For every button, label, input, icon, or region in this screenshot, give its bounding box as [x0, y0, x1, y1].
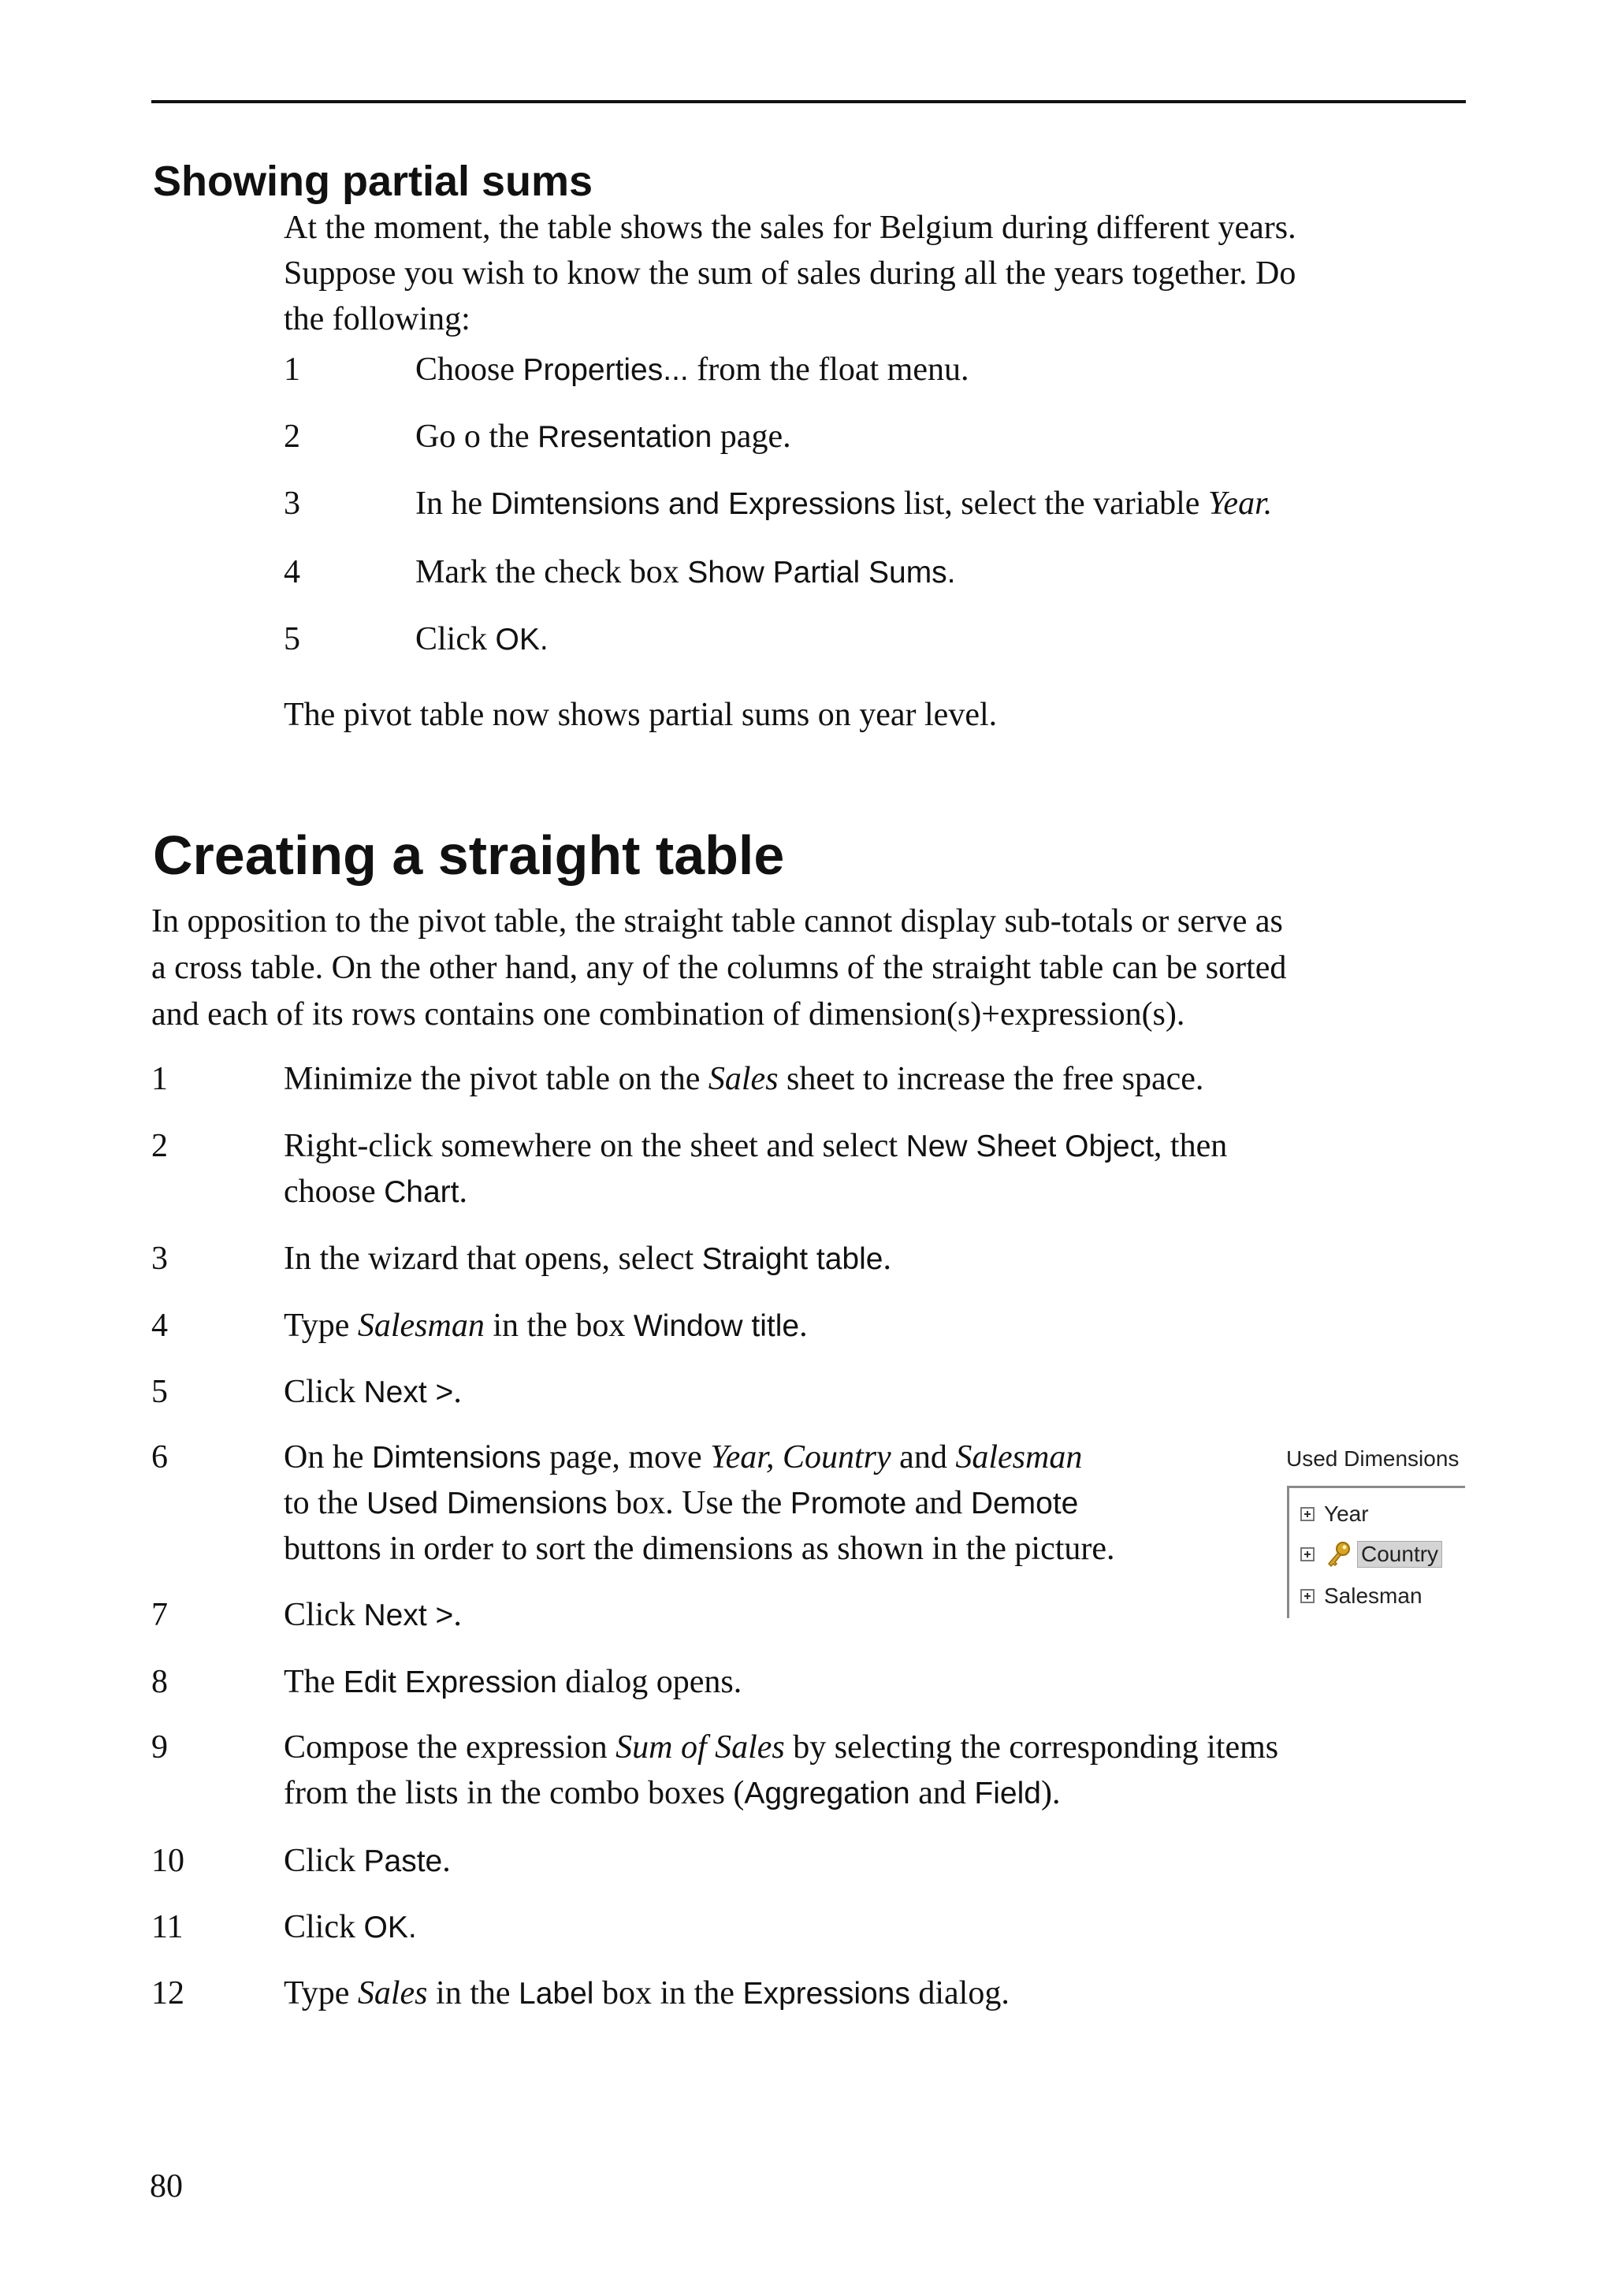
step-line [284, 1123, 1227, 1170]
step-text: Mark the check box [415, 554, 688, 590]
step-text: and [891, 1439, 956, 1475]
step-text: ). [1040, 1775, 1061, 1811]
ui-term: Field [974, 1777, 1041, 1810]
step-text: sheet to increase the free space. [778, 1061, 1204, 1097]
step-text: dialog. [909, 1975, 1010, 2011]
step-line [284, 1725, 1278, 1770]
ui-term: Dimtensions [371, 1441, 541, 1475]
step-text: Go o the [415, 419, 538, 455]
step-text: Type [284, 1308, 358, 1344]
used-dimension-label: Country [1357, 1541, 1442, 1568]
ui-term: Window title [633, 1309, 800, 1343]
step-number: 4 [151, 1308, 168, 1344]
step-text: The [284, 1664, 344, 1700]
step-text: . [453, 1374, 462, 1410]
step-line [284, 1056, 1203, 1102]
used-dimension-year[interactable] [1300, 1498, 1369, 1530]
step-text: Compose the expression [284, 1729, 616, 1766]
step-text: and [909, 1775, 975, 1811]
ui-term: Used Dimensions [366, 1487, 608, 1520]
step-text: On he [284, 1439, 372, 1475]
emphasis-text: Sales [357, 1975, 428, 2011]
step-text: Right-click somewhere on the sheet and select [284, 1128, 906, 1164]
step-number: 11 [151, 1909, 184, 1945]
step-text: box. Use the [607, 1485, 790, 1521]
used-dimensions-title: Used Dimensions [1286, 1446, 1460, 1471]
section-heading-partial-sums: Showing partial sums [153, 158, 593, 205]
step-number: 5 [284, 621, 300, 657]
ui-term: Aggregation [744, 1777, 910, 1810]
step-line [284, 1592, 462, 1639]
emphasis-text: Sum of Sales [615, 1729, 785, 1766]
step-text: Click [284, 1843, 364, 1879]
used-dimensions-list [1287, 1486, 1465, 1618]
intro-line-2: Suppose you wish to know the sum of sales during all the years together. Do [284, 255, 1296, 292]
step-text: and [906, 1485, 971, 1521]
step-text: page, move [541, 1439, 711, 1475]
ui-term: Dimtensions and Expressions [490, 487, 896, 521]
step-line [284, 1303, 808, 1349]
partial-sums-outro: The pivot table now shows partial sums on year level. [284, 697, 998, 733]
ui-term: Promote [790, 1487, 907, 1520]
step-text: page. [712, 419, 791, 455]
used-dimension-label: Year [1324, 1502, 1369, 1526]
step-text: In the wizard that opens, select [284, 1241, 702, 1277]
emphasis-text: Year. [1207, 486, 1273, 522]
step-text: Click [284, 1909, 364, 1945]
straight-intro-line-1: In opposition to the pivot table, the straight table cannot display sub-totals or serve as [151, 903, 1283, 940]
ui-term: Next > [363, 1375, 454, 1409]
step-number: 10 [151, 1843, 184, 1879]
ui-term: OK. [363, 1911, 417, 1944]
step-line [284, 1236, 891, 1282]
step-text: Choose [415, 352, 523, 388]
step-text: choose [284, 1174, 385, 1210]
step-text: . [442, 1843, 451, 1879]
step-number: 1 [284, 352, 300, 388]
header-rule [151, 100, 1466, 103]
step-line [284, 1369, 462, 1416]
ui-term: Rresentation [537, 420, 712, 454]
ui-term: OK. [495, 623, 549, 657]
ui-term: Straight table [701, 1242, 883, 1276]
step-number: 12 [151, 1975, 184, 2011]
step-number: 4 [284, 554, 300, 590]
step-number: 7 [151, 1597, 168, 1633]
used-dimension-label: Salesman [1324, 1583, 1422, 1608]
emphasis-text: Sales [708, 1061, 779, 1097]
ui-term: Show Partial Sums. [687, 556, 956, 590]
ui-term: Label [519, 1977, 594, 2011]
step-body [415, 481, 1272, 527]
step-text: by selecting the corresponding items [784, 1729, 1279, 1766]
expand-plus-icon[interactable] [1300, 1589, 1315, 1603]
intro-line-3: the following: [284, 301, 470, 337]
step-number: 8 [151, 1664, 168, 1700]
step-number: 6 [151, 1439, 168, 1475]
ui-term: Next > [363, 1598, 454, 1632]
step-line [284, 1435, 1082, 1481]
step-line [284, 1838, 451, 1885]
step-text: Click [284, 1597, 364, 1633]
expand-plus-icon[interactable] [1300, 1547, 1315, 1561]
ui-term: Paste [363, 1844, 443, 1878]
step-line [284, 1770, 1060, 1817]
step-text: in the [427, 1975, 519, 2011]
section-heading-straight-table: Creating a straight table [153, 824, 785, 886]
step-body [415, 549, 956, 596]
step-text: Type [284, 1975, 358, 2011]
step-text: , then [1153, 1128, 1228, 1164]
step-body [415, 414, 791, 460]
step-text: from the lists in the combo boxes ( [284, 1775, 745, 1811]
step-text: In he [415, 486, 491, 522]
step-text: . [799, 1308, 808, 1344]
step-number: 9 [151, 1729, 168, 1766]
step-text: from the float menu. [688, 352, 969, 388]
step-number: 1 [151, 1061, 168, 1097]
straight-intro-line-3: and each of its rows contains one combination of dimension(s)+expression(s). [151, 996, 1185, 1033]
ui-term: Expressions [742, 1977, 910, 2011]
emphasis-text: Year, Country [710, 1439, 891, 1475]
step-text: Click [415, 621, 496, 657]
step-line [284, 1169, 467, 1215]
page-number: 80 [150, 2168, 183, 2205]
step-text: list, select the variable [895, 486, 1208, 522]
intro-line-1: At the moment, the table shows the sales for Belgium during different years. [284, 210, 1296, 246]
step-text: box in the [593, 1975, 743, 2011]
step-number: 3 [151, 1241, 168, 1277]
step-line [284, 1480, 1078, 1527]
step-number: 2 [151, 1128, 168, 1164]
step-line [284, 1970, 1010, 2017]
step-text: in the box [484, 1308, 634, 1344]
step-line [284, 1526, 1115, 1572]
ui-term: New Sheet Object [906, 1129, 1154, 1163]
emphasis-text: Salesman [955, 1439, 1083, 1475]
emphasis-text: Salesman [357, 1308, 485, 1344]
step-line [284, 1904, 417, 1951]
straight-intro-line-2: a cross table. On the other hand, any of the columns of the straight table can be sorted [151, 950, 1287, 986]
step-text: . [453, 1597, 462, 1633]
step-body [415, 616, 549, 663]
ui-term: Edit Expression [343, 1665, 557, 1699]
step-text: . [459, 1174, 468, 1210]
ui-term: Demote [970, 1487, 1079, 1520]
expand-plus-icon[interactable] [1300, 1507, 1315, 1521]
step-line [284, 1659, 742, 1706]
step-text: buttons in order to sort the dimensions as shown in the picture. [284, 1531, 1115, 1567]
step-text: dialog opens. [556, 1664, 742, 1700]
step-text: to the [284, 1485, 366, 1521]
step-number: 3 [284, 486, 300, 522]
step-text: Click [284, 1374, 364, 1410]
step-number: 5 [151, 1374, 168, 1410]
key-icon [1324, 1539, 1354, 1569]
step-body [415, 347, 969, 393]
step-text: . [883, 1241, 891, 1277]
ui-term: Chart [384, 1175, 459, 1209]
used-dimension-salesman[interactable] [1300, 1580, 1422, 1612]
step-number: 2 [284, 419, 300, 455]
ui-term: Properties... [523, 353, 689, 387]
step-text: Minimize the pivot table on the [284, 1061, 708, 1097]
used-dimension-country[interactable] [1300, 1539, 1442, 1570]
